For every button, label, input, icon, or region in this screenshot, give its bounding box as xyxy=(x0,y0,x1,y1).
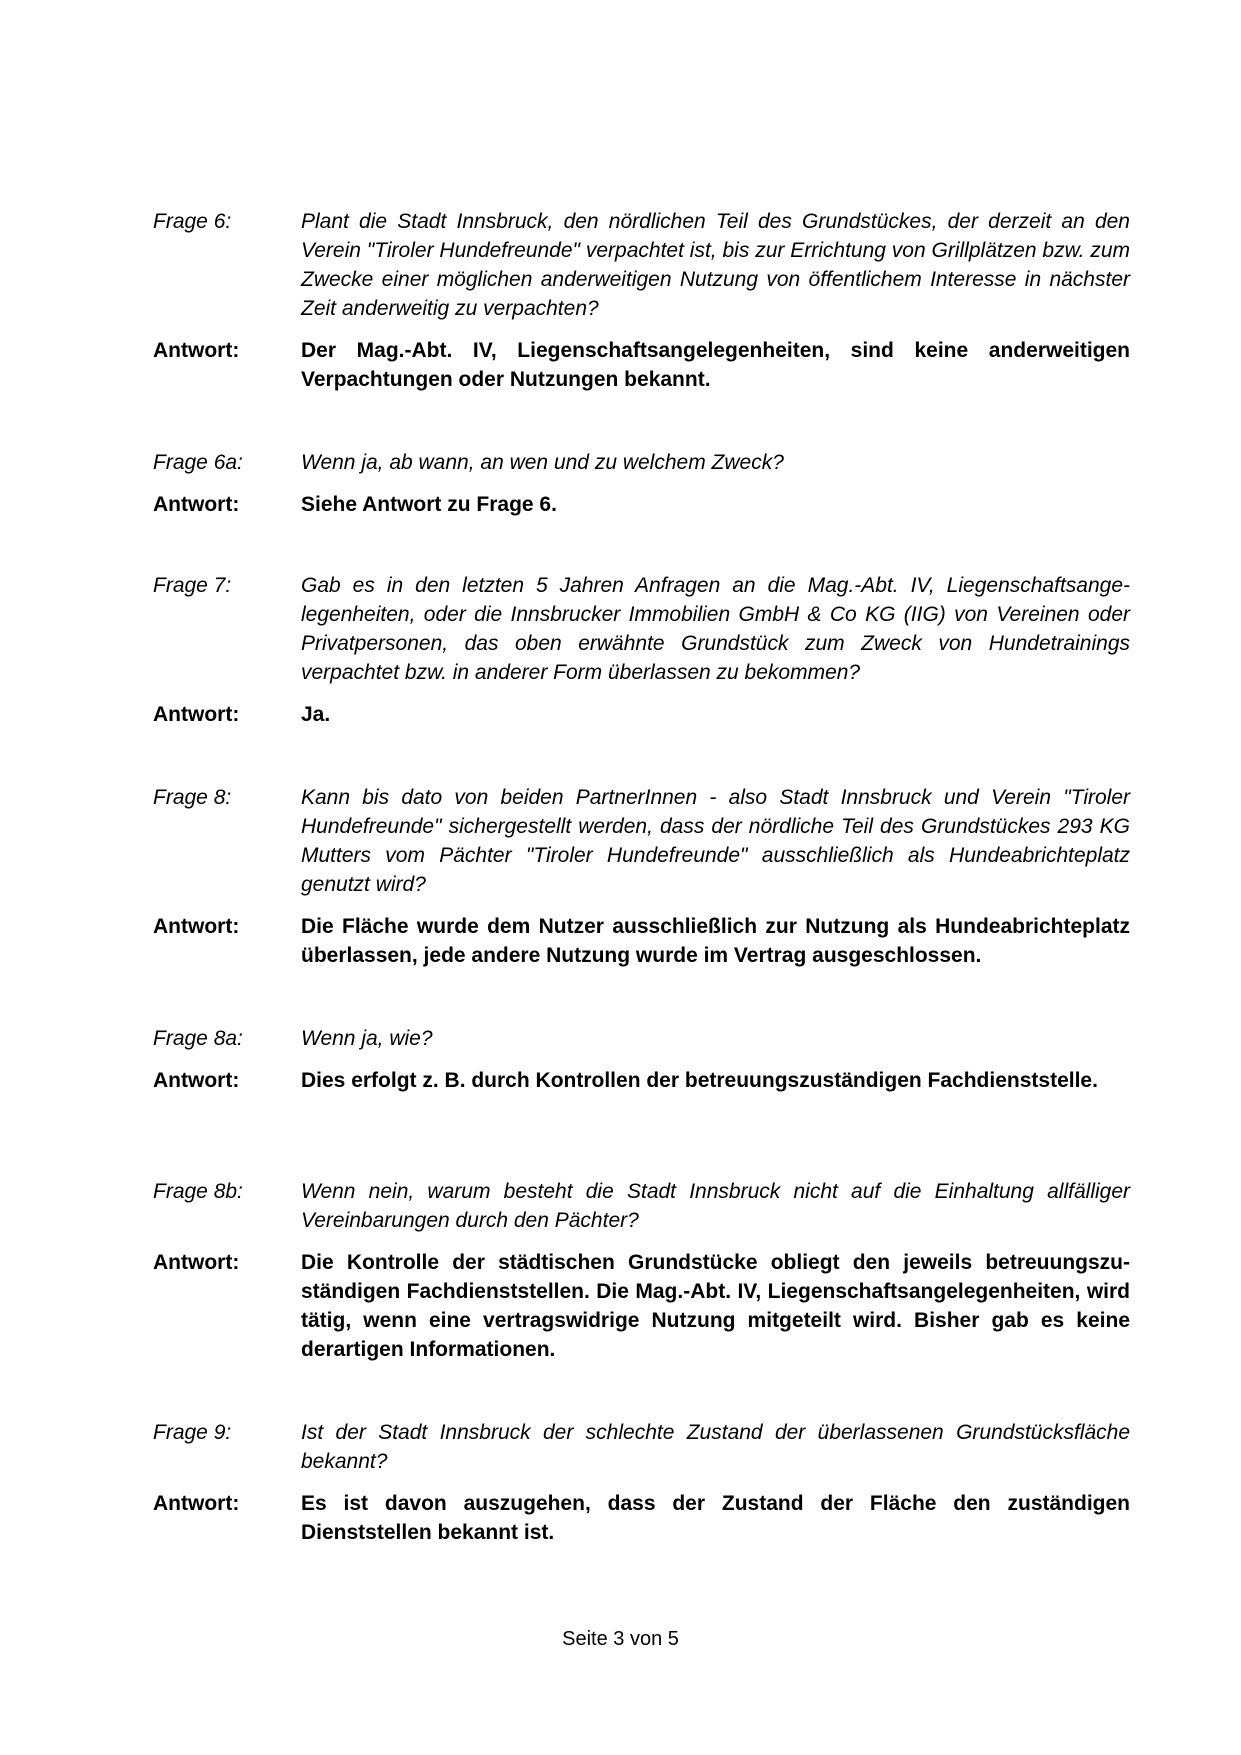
answer-label: Antwort: xyxy=(153,1251,240,1274)
question-text: Gab es in den letzten 5 Jahren Anfragen an die Mag.-Abt. IV, Liegenschaftsangelegenheiten, oder die Innsbrucker Immobilien GmbH & Co KG (IIG) von Vereinen oder Privatpersonen, das oben erwähnte Grundstück zum Zweck von Hundetrainings verpachtet bzw. in anderer Form überlassen zu bekommen? xyxy=(301,574,1130,684)
qa-block-frage-8 xyxy=(153,783,1130,970)
qa-block-frage-9 xyxy=(153,1418,1130,1547)
answer-row xyxy=(153,336,1130,394)
answer-row xyxy=(153,700,1130,729)
answer-row xyxy=(153,490,1130,519)
answer-text: Ja. xyxy=(301,703,331,726)
question-row xyxy=(153,1418,1130,1476)
question-row xyxy=(153,571,1130,687)
answer-label: Antwort: xyxy=(153,339,240,362)
question-text: Wenn ja, ab wann, an wen und zu welchem Zweck? xyxy=(301,451,784,474)
answer-row xyxy=(153,1248,1130,1364)
answer-text: Die Kontrolle der städtischen Grundstücke obliegt den jeweils betreuungszuständigen Fachdienststellen. Die Mag.-Abt. IV, Liegenschaftsangelegenheiten, wird tätig, wenn eine vertragswidrige Nutzung mitgeteilt wird. Bisher gab es keine derartigen Informationen. xyxy=(301,1251,1130,1361)
answer-label: Antwort: xyxy=(153,1069,240,1092)
question-text: Wenn nein, warum besteht die Stadt Innsbruck nicht auf die Einhaltung allfälliger Vereinbarungen durch den Pächter? xyxy=(301,1180,1130,1232)
answer-label: Antwort: xyxy=(153,1492,240,1515)
page-number-footer: Seite 3 von 5 xyxy=(562,1628,679,1650)
answer-row xyxy=(153,1066,1130,1095)
answer-text: Die Fläche wurde dem Nutzer ausschließlich zur Nutzung als Hundeabrichteplatz überlassen, jede andere Nutzung wurde im Vertrag ausgeschlossen. xyxy=(301,915,1130,967)
question-row xyxy=(153,207,1130,323)
answer-row xyxy=(153,912,1130,970)
answer-text: Es ist davon auszugehen, dass der Zustand der Fläche den zuständigen Dienststellen bekannt ist. xyxy=(301,1492,1130,1544)
answer-label: Antwort: xyxy=(153,703,240,726)
answer-text: Dies erfolgt z. B. durch Kontrollen der betreuungszuständigen Fachdienststelle. xyxy=(301,1069,1098,1092)
question-row xyxy=(153,783,1130,899)
question-label: Frage 9: xyxy=(153,1421,232,1444)
question-label: Frage 8a: xyxy=(153,1027,243,1050)
answer-label: Antwort: xyxy=(153,915,240,938)
question-label: Frage 8: xyxy=(153,786,232,809)
answer-row xyxy=(153,1489,1130,1547)
question-label: Frage 8b: xyxy=(153,1180,243,1203)
answer-text: Siehe Antwort zu Frage 6. xyxy=(301,493,557,516)
question-text: Plant die Stadt Innsbruck, den nördlichen Teil des Grundstückes, der derzeit an den Verein "Tiroler Hundefreunde" verpachtet ist, bis zur Errichtung von Grillplätzen bzw. zum Zwecke einer möglichen anderweitigen Nutzung von öffentlichem Interesse in nächster Zeit anderweitig zu verpachten? xyxy=(301,210,1130,320)
qa-block-frage-6 xyxy=(153,207,1130,394)
question-text: Wenn ja, wie? xyxy=(301,1027,433,1050)
question-row xyxy=(153,1024,1130,1053)
question-text: Kann bis dato von beiden PartnerInnen - also Stadt Innsbruck und Verein "Tiroler Hundefreunde" sichergestellt werden, dass der nördliche Teil des Grundstückes 293 KG Mutters vom Pächter "Tiroler Hundefreunde" ausschließlich als Hundeabrichteplatz genutzt wird? xyxy=(301,786,1130,896)
question-label: Frage 7: xyxy=(153,574,232,597)
question-row xyxy=(153,448,1130,477)
question-row xyxy=(153,1177,1130,1235)
question-text: Ist der Stadt Innsbruck der schlechte Zustand der überlassenen Grundstücksfläche bekannt? xyxy=(301,1421,1130,1473)
qa-block-frage-8a xyxy=(153,1024,1130,1095)
qa-block-frage-8b xyxy=(153,1177,1130,1364)
qa-block-frage-7 xyxy=(153,571,1130,729)
qa-block-frage-6a xyxy=(153,448,1130,519)
answer-label: Antwort: xyxy=(153,493,240,516)
question-label: Frage 6a: xyxy=(153,451,243,474)
question-label: Frage 6: xyxy=(153,210,232,233)
answer-text: Der Mag.-Abt. IV, Liegenschaftsangelegenheiten, sind keine anderweitigen Verpachtungen oder Nutzungen bekannt. xyxy=(301,339,1130,391)
